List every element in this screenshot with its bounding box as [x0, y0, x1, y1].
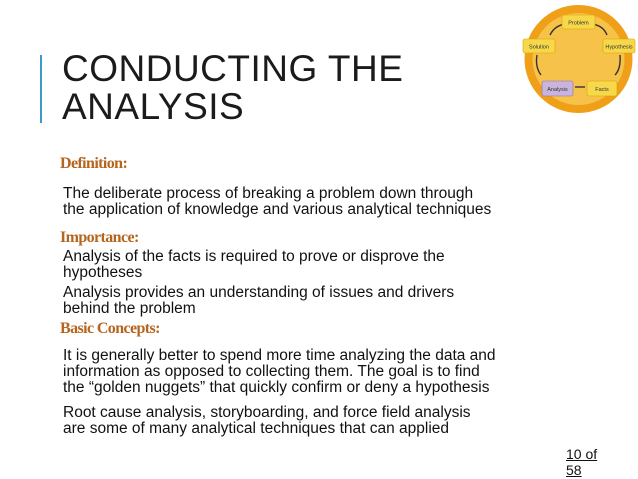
- page-number-line-2: 58: [566, 462, 582, 478]
- basic-concepts-heading: Basic Concepts:: [60, 320, 160, 337]
- importance-item-1-line-2: hypotheses: [63, 264, 143, 281]
- slide-title: [62, 50, 403, 126]
- basic-item-1-line-3: the “golden nuggets” that quickly confirm or deny a hypothesis: [63, 379, 490, 396]
- importance-item-1-line-1: Analysis of the facts is required to prove or disprove the: [63, 248, 445, 265]
- node-label-solution: Solution: [529, 44, 549, 51]
- importance-heading: Importance:: [60, 229, 139, 246]
- title-line-1: CONDUCTING THE: [62, 48, 404, 89]
- definition-heading: Definition:: [60, 155, 128, 172]
- basic-item-2: [63, 405, 583, 437]
- node-label-analysis: Analysis: [547, 87, 568, 93]
- basic-item-1: [63, 348, 583, 396]
- analysis-cycle-diagram: [519, 5, 638, 113]
- title-accent-bar: [40, 55, 42, 123]
- basic-item-1-line-1: It is generally better to spend more time analyzing the data and: [63, 347, 496, 364]
- basic-item-2-line-2: are some of many analytical techniques that can applied: [63, 420, 450, 437]
- node-label-problem: Problem: [568, 20, 589, 27]
- node-label-facts: Facts: [595, 87, 609, 93]
- definition-text-line-2: the application of knowledge and various analytical techniques: [63, 201, 492, 218]
- title-line-2: ANALYSIS: [62, 86, 245, 127]
- cycle-node-facts: [587, 81, 617, 96]
- importance-item-2-line-1: Analysis provides an understanding of issues and drivers: [63, 284, 455, 301]
- definition-text: [63, 186, 583, 218]
- cycle-node-hypothesis: [603, 39, 635, 53]
- node-label-hypothesis: Hypothesis: [605, 44, 633, 51]
- definition-text-line-1: The deliberate process of breaking a problem down through: [63, 185, 474, 202]
- cycle-node-solution: [523, 39, 555, 53]
- importance-item-2-line-2: behind the problem: [63, 300, 196, 317]
- importance-item-1: [63, 249, 583, 281]
- basic-item-1-line-2: information as opposed to collecting them. The goal is to find: [63, 363, 480, 380]
- cycle-node-analysis: [542, 81, 573, 96]
- basic-item-2-line-1: Root cause analysis, storyboarding, and force field analysis: [63, 404, 471, 421]
- page-number-line-1: 10 of: [566, 446, 598, 462]
- cycle-node-problem: [562, 15, 595, 29]
- importance-item-2: [63, 285, 583, 317]
- page-number-link[interactable]: [566, 446, 597, 478]
